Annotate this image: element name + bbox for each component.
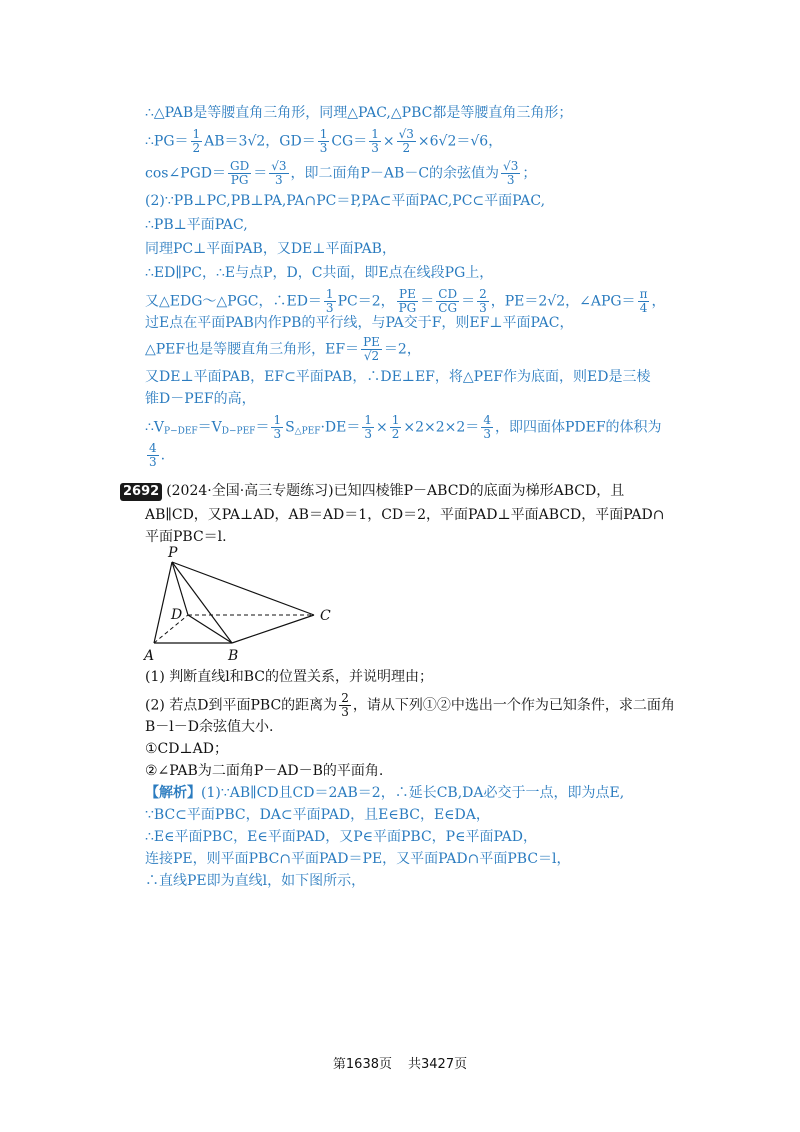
condition-line: ②∠PAB为二面角P－AD－B的平面角. [145,763,384,779]
solution-line: ∴ED∥PC，∴E与点P，D，C共面，即E点在线段PG上， [145,265,494,281]
total-pages: 共3427页 [408,1057,468,1072]
page-footer [0,1053,800,1072]
solution-line: cos∠PGD＝ $\frac{GD}{PG}$ ＝ $\frac{√3}{3}$ ，即二面角P－AB－C的余弦值为 $\frac{√3}{3}$ ； [145,159,537,187]
question-line: B－l－D余弦值大小. [145,719,274,735]
problem-line: 2692 (2024·全国·高三专题练习)已知四棱锥P－ABCD的底面为梯形ABCD，且 [120,482,624,501]
solution-line: △PEF也是等腰直角三角形，EF＝ $\frac{PE}{√2}$ ＝2， [145,335,421,363]
solution-line: 又DE⊥平面PAB，EF⊂平面PAB，∴DE⊥EF，将△PEF作为底面，则ED是三棱 [145,369,651,385]
problem-line: 平面PBC＝l. [145,529,227,545]
question-line: (1) 判断直线l和BC的位置关系，并说明理由； [145,669,434,685]
pyramid-figure [140,540,360,665]
label-A: A [144,648,155,664]
label-D: D [171,607,183,623]
label-B: B [228,648,239,664]
solution-line: ∵BC⊂平面PBC，DA⊂平面PAD，且E∈BC，E∈DA， [145,807,490,823]
label-P: P [168,545,178,561]
question-line: (2) 若点D到平面PBC的距离为 $\frac{2}{3}$ ，请从下列①②中选出一个作为已知条件，求二面角 [145,691,675,719]
label-C: C [320,608,331,624]
problem-number: 2692 [120,483,162,501]
page-number: 第1638页 [332,1057,392,1072]
analysis-tag: 【解析】 [145,785,201,801]
solution-line: 连接PE，则平面PBC∩平面PAD＝PE，又平面PAD∩平面PBC＝l， [145,851,571,867]
solution-line: $\frac{4}{3}$ . [149,441,166,469]
solution-line: 同理PC⊥平面PAB，又DE⊥平面PAB， [145,241,396,257]
solution-line: $\therefore V_{P-DEF}=V_{D-PEF}=$ $\frac{1}{3}$ $S_{\triangle PEF}\cdot DE=$ $\frac{1}{3}$ × $\frac{1}{2}$ ×2×2×2＝ $\frac{4}{3}$ ，即四面体PDEF的体积为 [145,413,662,441]
solution-line: 【解析】(1)∵AB∥CD且CD＝2AB＝2，∴延长CB,DA必交于一点，即为点E, [145,785,625,801]
solution-line: (2)∵PB⊥PC,PB⊥PA,PA∩PC＝P,PA⊂平面PAC,PC⊂平面PAC, [145,193,546,209]
solution-line: ∴PB⊥平面PAC, [145,217,248,233]
solution-line: ∴△PAB是等腰直角三角形，同理△PAC,△PBC都是等腰直角三角形； [145,105,573,121]
solution-line: 锥D－PEF的高， [145,391,256,407]
problem-line: AB∥CD，又PA⊥AD，AB＝AD＝1，CD＝2，平面PAD⊥平面ABCD，平面PAD∩ [145,507,665,523]
solution-line: ∴PG＝ $\frac{1}{2}$ AB＝3√2，GD＝ $\frac{1}{3}$ CG＝ $\frac{1}{3}$ × $\frac{√3}{2}$ ×6√2＝√6， [145,127,503,155]
solution-line: ∴E∈平面PBC，E∈平面PAD，又P∈平面PBC，P∈平面PAD， [145,829,537,845]
condition-line: ①CD⊥AD； [145,741,228,757]
solution-line: 过E点在平面PAB内作PB的平行线，与PA交于F，则EF⊥平面PAC， [145,315,574,331]
solution-line: 又△EDG～△PGC，∴ED＝ $\frac{1}{3}$ PC＝2， $\frac{PE}{PG}$ ＝ $\frac{CD}{CG}$ ＝ $\frac{2}{3}$ ，PE＝2√2，∠APG＝ $\frac{\pi}{4}$ ， [145,287,666,315]
solution-line: ∴直线PE即为直线l，如下图所示， [145,873,366,889]
